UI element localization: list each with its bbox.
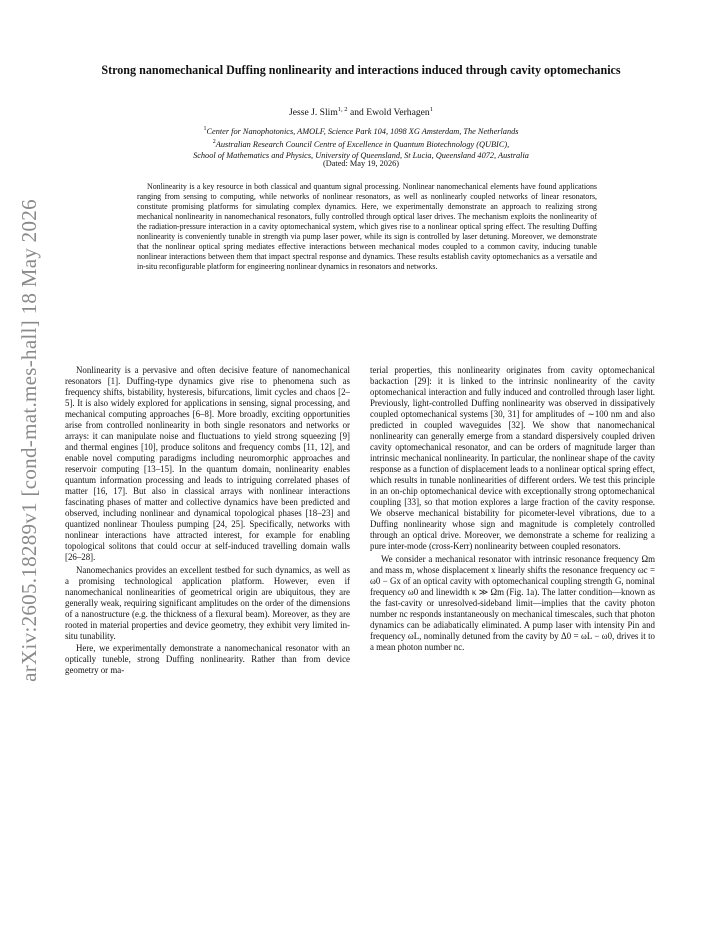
body-paragraph: terial properties, this nonlinearity originates from cavity optomechanical backaction [29]: it is linked to the intrinsic nonlinearity of the cavity optomechanical interaction and fully induced and controlled through laser light. Previously, light-controlled Duffing nonlinearity was observed in dissipatively coupled optomechanical systems [30, 31] for amplitudes of ∼100 nm and also predicted in coupled waveguides [32]. We show that nanomechanical nonlinearity can generally emerge from a standard dispersively coupled driven cavity optomechanical resonator, and can be orders of magnitude larger than intrinsic mechanical nonlinearity. In particular, the nonlinear shape of the cavity response as a function of displacement leads to a nonlinear optical spring effect, which results in tunable nonlinearities of different orders. We test this principle in an on-chip optomechanical device with exceptionally strong optomechanical coupling [33], so that motion explores a large fraction of the cavity response. We observe mechanical bistability for picometer-level vibrations, due to a Duffing nonlinearity whose sign and magnitude is completely controlled through an optical drive. Moreover, we demonstrate a scheme for realizing a pure inter-mode (cross-Kerr) nonlinearity between coupled resonators. [370, 365, 655, 552]
author-line [64, 104, 658, 119]
affiliation-mark: 2 [212, 138, 216, 145]
affiliation-text: Australian Research Council Centre of Excellence in Quantum Biotechnology (QUBIC), [215, 139, 510, 149]
abstract: Nonlinearity is a key resource in both classical and quantum signal processing. Nonlinear nanomechanical elements have found applications ranging from sensing to computing, while networks of nonlinear resonators, as well as nonlinearly coupled networks of linear resonators, constitute promising platforms for simulating complex dynamics. Here, we experimentally demonstrate an approach to realizing strong mechanical nonlinearity in nanomechanical resonators, fully controlled through optical laser drives. The mechanism exploits the nonlinearity of the radiation-pressure interaction in a cavity optomechanical system, which gives rise to a nonlinear optical spring effect. The resulting Duffing nonlinearity is conveniently tunable in strength via pump laser power, while its sign is controlled by laser detuning. Moreover, we demonstrate that the nonlinear optical spring mediates effective interactions between mechanical modes coupled to a common cavity, inducing tunable nonlinear interactions between them that impact spectral response and dynamics. These results establish cavity optomechanics as a versatile and in-situ reconfigurable platform for engineering nonlinear dynamics in resonators and networks. [137, 182, 597, 272]
author-affil-mark: 1 [429, 106, 433, 113]
author-affil-mark: 1, 2 [337, 106, 348, 113]
body-paragraph: Here, we experimentally demonstrate a nanomechanical resonator with an optically tuneble, strong Duffing nonlinearity. Rather than from device geometry or ma- [65, 643, 350, 676]
affiliation [64, 124, 658, 137]
affiliation-mark: 1 [203, 126, 207, 132]
author-name: Jesse J. Slim [289, 107, 338, 119]
author-name: Ewold Verhagen [366, 107, 430, 119]
affiliation [64, 137, 658, 150]
date-line: (Dated: May 19, 2026) [322, 159, 400, 168]
affiliations [64, 124, 658, 161]
body-column-left [65, 365, 350, 676]
affiliation-text: Center for Nanophotonics, AMOLF, Science Park 104, 1098 XG Amsterdam, The Netherlands [206, 126, 519, 136]
body-paragraph: Nanomechanics provides an excellent testbed for such dynamics, as well as a promising technological application platform. However, even if nanomechanical nonlinearities of geometrical origin are ubiquitous, they are generally weak, requiring significant amplitudes on the order of the dimensions of a nanostructure (e.g. the thickness of a flexural beam). Moreover, as they are rooted in material properties and device geometry, they exhibit very limited in-situ tunability. [65, 564, 350, 641]
body-paragraph: We consider a mechanical resonator with intrinsic resonance frequency Ωm and mass m, whose displacement x linearly shifts the resonance frequency ωc = ω0 − Gx of an optical cavity with optomechanical coupling strength G, nominal frequency ω0 and linewidth κ ≫ Ωm (Fig. 1a). The latter condition—known as the fast-cavity or unresolved-sideband limit—implies that the cavity photon number nc responds instantaneously on mechanical timescales, such that photon dynamics can be adiabatically eliminated. A pump laser with intensity Pin and frequency ωL, nominally detuned from the cavity by Δ0 = ωL − ω0, drives it to a mean photon number nc. [370, 553, 655, 652]
body-column-right [370, 365, 655, 653]
arxiv-identifier: arXiv:2605.18289v1 [cond-mat.mes-hall] 18 May 2026 [16, 198, 41, 682]
arxiv-identifier-sidebar [10, 200, 48, 680]
body-paragraph: Nonlinearity is a pervasive and often decisive feature of nanomechanical resonators [1]. Duffing-type dynamics give rise to phenomena such as frequency shifts, bistability, hysteresis, bifurcations, limit cycles and chaos [2–5]. It is also widely explored for applications in sensing, signal processing, and mechanical computing approaches [6–8]. More broadly, exciting opportunities arise from controlled nonlinearity in both single resonators and networks or arrays: it can manipulate noise and fluctuations to yield strong squeezing [9] and thermal engines [10], produce solitons and frequency combs [11, 12], and enable novel computing paradigms including neuromorphic approaches and reservoir computing [13–15]. In the quantum domain, nonlinearity enables quantum information processing and leads to intriguing correlated phases of matter [16, 17]. But also in classical arrays with nonlinear interactions fascinating phases of matter and collective dynamics have been predicted and observed, including nonlinear and dynamical topological phases [18–23] and quantized nonlinear Thouless pumping [24, 25]. Specifically, networks with nonlinear interactions have attracted interest, for example for enabling topological solitons that could occur at self-induced travelling domain walls [26–28]. [65, 365, 350, 563]
paper-title: Strong nanomechanical Duffing nonlinearity and interactions induced through cavity optomechanics [101, 63, 621, 77]
author-separator: and [349, 107, 364, 119]
affiliation-text: School of Mathematics and Physics, University of Queensland, St Lucia, Queensland 4072, Australia [193, 150, 529, 160]
